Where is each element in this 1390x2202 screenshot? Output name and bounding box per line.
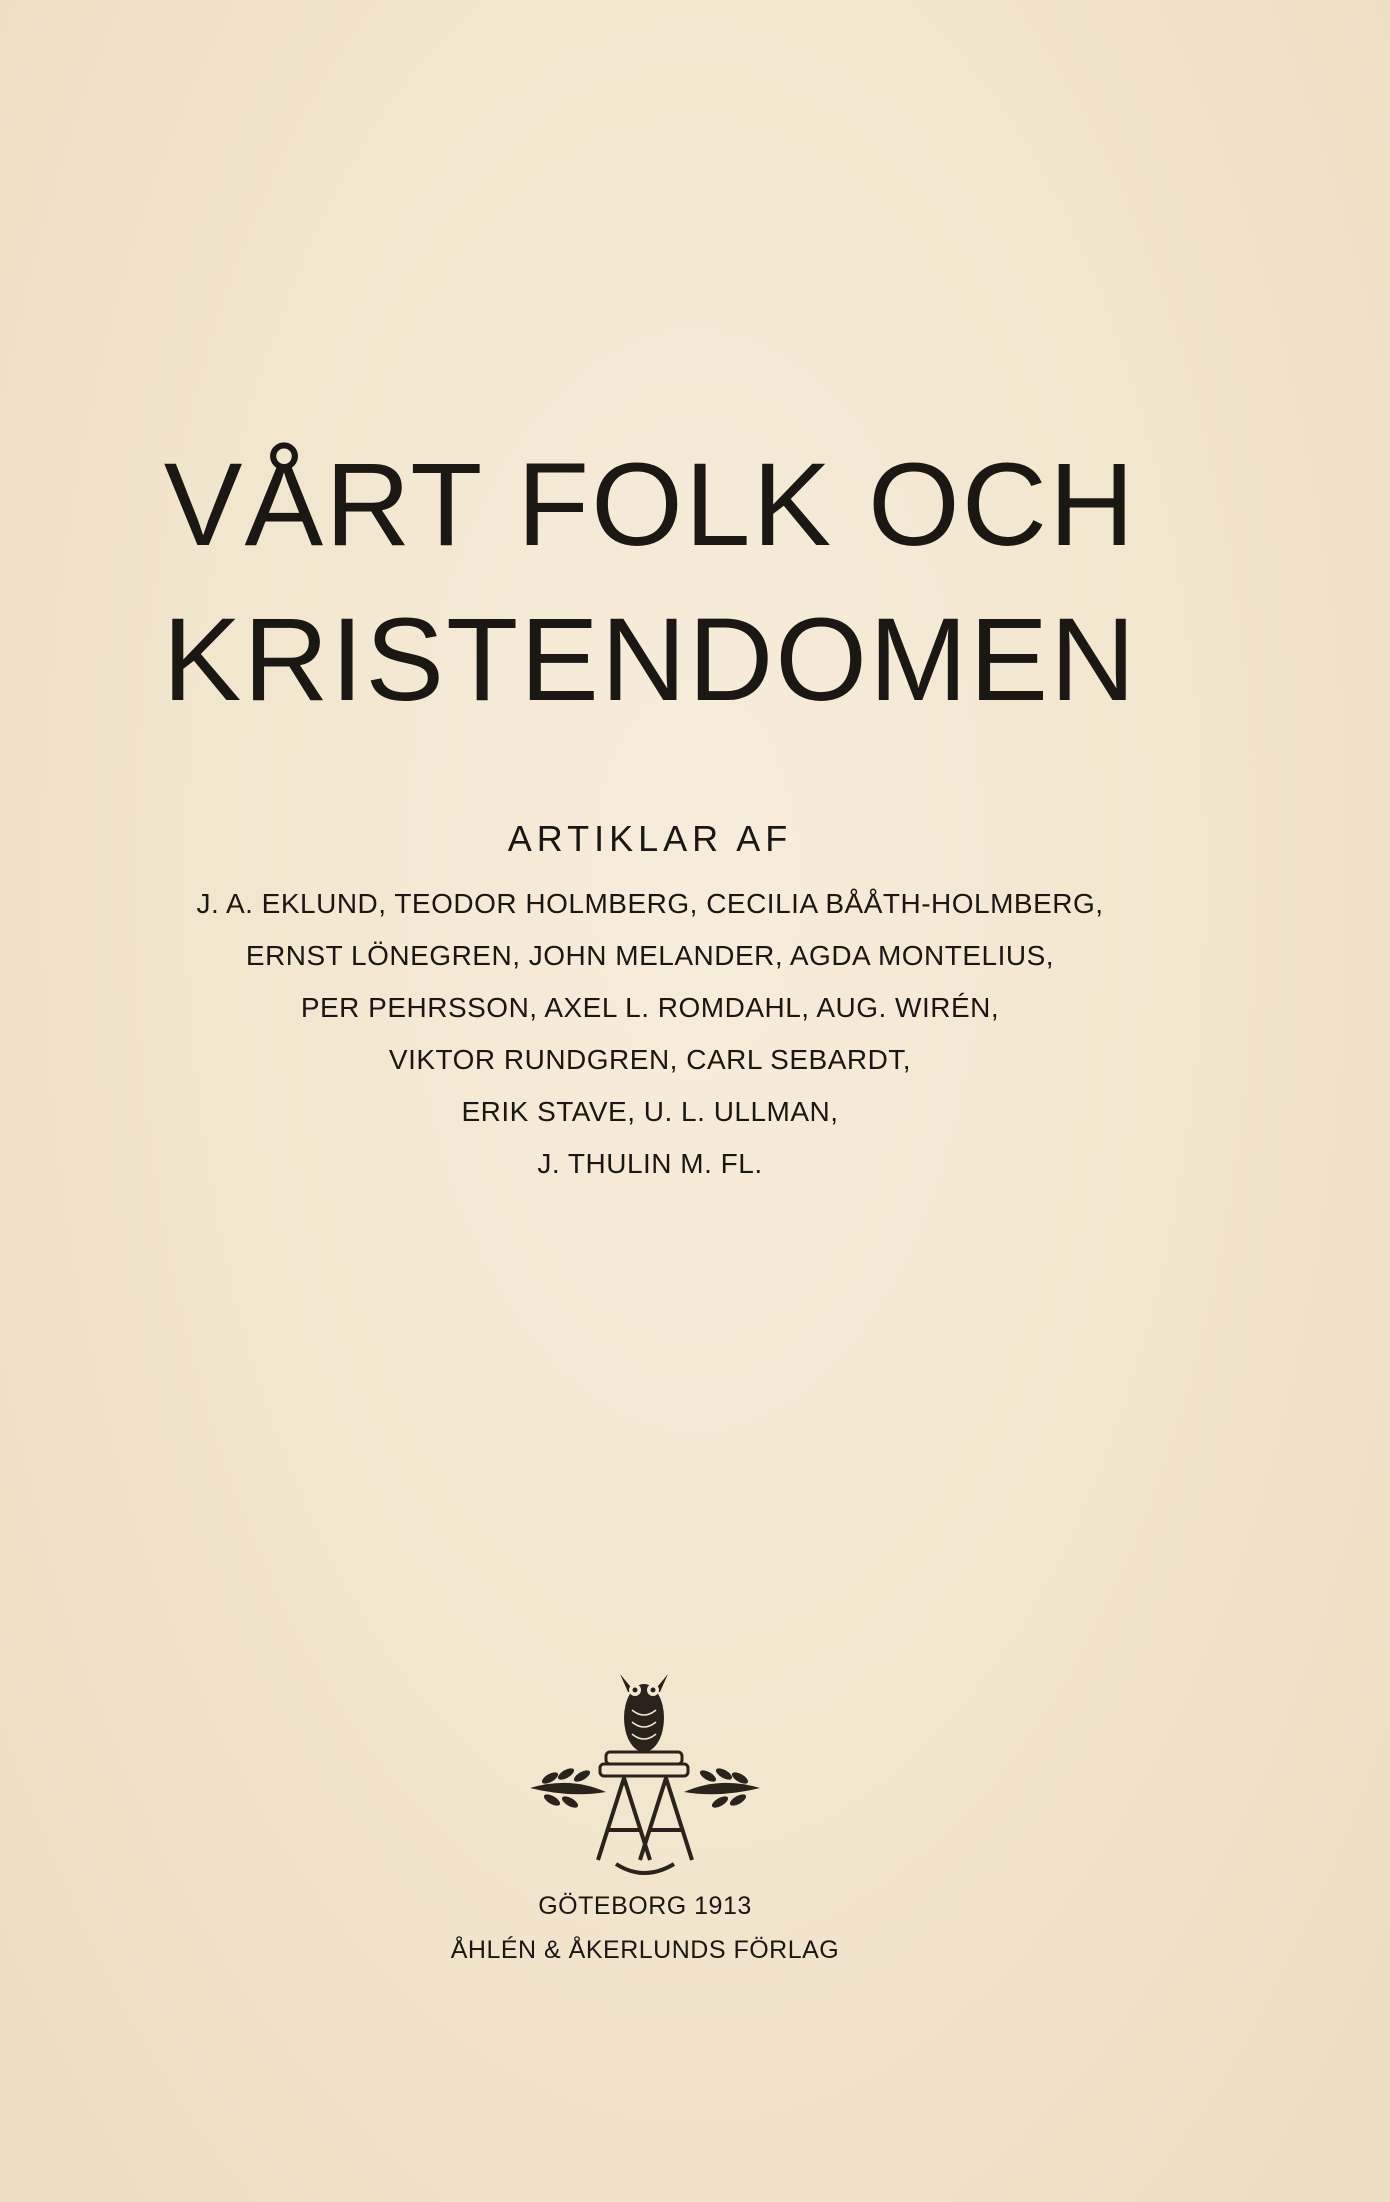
imprint-publisher: ÅHLÉN & ÅKERLUNDS FÖRLAG (450, 1936, 840, 1964)
author-line: J. THULIN M. FL. (537, 1148, 763, 1179)
imprint-place-year: GÖTEBORG 1913 (538, 1892, 752, 1920)
owl-on-books-monogram-icon (520, 1660, 770, 1880)
author-line: ERNST LÖNEGREN, JOHN MELANDER, AGDA MONTELIUS, (245, 940, 1055, 971)
author-list (0, 878, 1300, 1190)
author-line: J. A. EKLUND, TEODOR HOLMBERG, CECILIA BÅÅTH-HOLMBERG, (196, 888, 1104, 919)
author-line: VIKTOR RUNDGREN, CARL SEBARDT, (388, 1044, 912, 1075)
book-title-line-1: VÅRT FOLK OCH (163, 439, 1137, 571)
author-line: PER PEHRSSON, AXEL L. ROMDAHL, AUG. WIRÉN, (300, 992, 1000, 1023)
subtitle: ARTIKLAR AF (507, 818, 793, 859)
author-line: ERIK STAVE, U. L. ULLMAN, (461, 1096, 839, 1127)
book-title-line-2: KRISTENDOMEN (162, 594, 1138, 726)
